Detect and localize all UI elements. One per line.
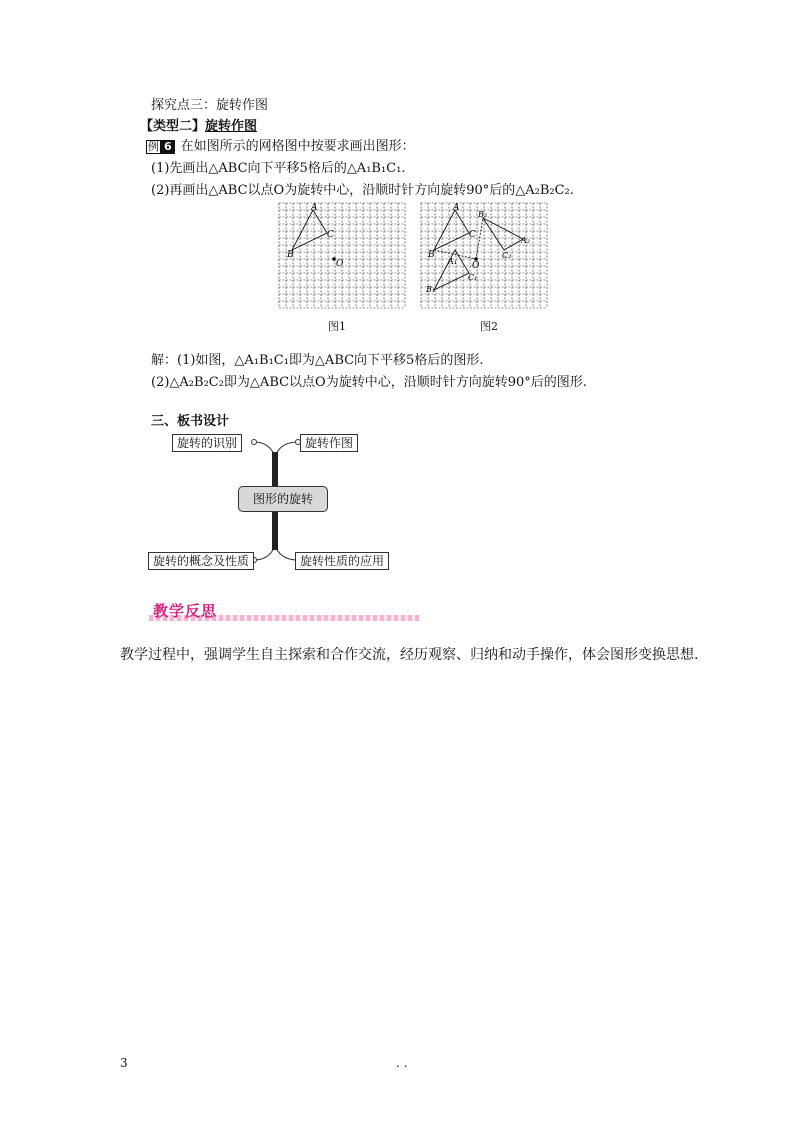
fig2-label-c: C bbox=[469, 230, 476, 240]
fig2-label-c1: C₁ bbox=[468, 273, 478, 282]
fig2-label-a2: A₂ bbox=[521, 236, 530, 245]
board-node-bottom-left: 旋转的概念及性质 bbox=[148, 552, 254, 570]
type-heading-bracket: 【类型二】 bbox=[140, 119, 206, 134]
figure-2-caption: 图2 bbox=[480, 320, 498, 333]
example-badge-label: 例 bbox=[148, 140, 159, 153]
fig1-label-b: B bbox=[287, 250, 294, 260]
board-node-top-left: 旋转的识别 bbox=[172, 434, 242, 452]
footer-dots: . . bbox=[396, 1056, 408, 1070]
reflection-title: 教学反思 bbox=[153, 602, 218, 620]
type-heading bbox=[140, 118, 257, 136]
solution-line-2: (2)△A₂B₂C₂即为△ABC以点O为旋转中心，沿顺时针方向旋转90°后的图形. bbox=[151, 375, 587, 390]
example-prompt: 在如图所示的网格图中按要求画出图形： bbox=[180, 139, 415, 154]
figure-1-caption: 图1 bbox=[328, 320, 346, 333]
fig2-label-a1: A₁ bbox=[448, 257, 457, 266]
question-2: (2)再画出△ABC以点O为旋转中心，沿顺时针方向旋转90°后的△A₂B₂C₂. bbox=[151, 183, 574, 198]
section-heading: 探究点三：旋转作图 bbox=[151, 98, 269, 113]
page-number: 3 bbox=[120, 1056, 128, 1070]
fig2-label-b: B bbox=[428, 250, 435, 260]
type-heading-title: 旋转作图 bbox=[205, 119, 258, 134]
reflection-text: 教学过程中，强调学生自主探索和合作交流，经历观察、归纳和动手操作，体会图形变换思想. bbox=[120, 647, 699, 663]
board-center-node: 图形的旋转 bbox=[238, 486, 328, 512]
fig1-label-a: A bbox=[311, 203, 318, 213]
question-1: (1)先画出△ABC向下平移5格后的△A₁B₁C₁. bbox=[151, 161, 406, 176]
fig2-label-b1: B₁ bbox=[426, 285, 436, 294]
solution-line-1: 解：(1)如图，△A₁B₁C₁即为△ABC向下平移5格后的图形. bbox=[151, 353, 484, 368]
figure-1-grid bbox=[278, 202, 408, 314]
example-prompt-line bbox=[146, 138, 415, 156]
board-design-heading: 三、板书设计 bbox=[151, 414, 230, 429]
board-node-top-right: 旋转作图 bbox=[300, 434, 358, 452]
fig1-triangle-abc bbox=[292, 210, 327, 250]
board-node-bottom-right: 旋转性质的应用 bbox=[295, 552, 389, 570]
example-badge-number: 6 bbox=[161, 140, 175, 154]
fig1-label-c: C bbox=[327, 230, 334, 240]
fig2-label-a: A bbox=[453, 203, 460, 213]
fig1-label-o: O bbox=[336, 259, 344, 269]
fig2-label-o: O bbox=[472, 261, 480, 271]
fig2-triangle-abc bbox=[434, 210, 469, 250]
fig2-label-c2: C₂ bbox=[502, 251, 512, 260]
fig2-triangle-a1b1c1 bbox=[434, 250, 469, 290]
figure-2-grid bbox=[420, 202, 550, 314]
fig2-label-b2: B₂ bbox=[478, 210, 488, 219]
